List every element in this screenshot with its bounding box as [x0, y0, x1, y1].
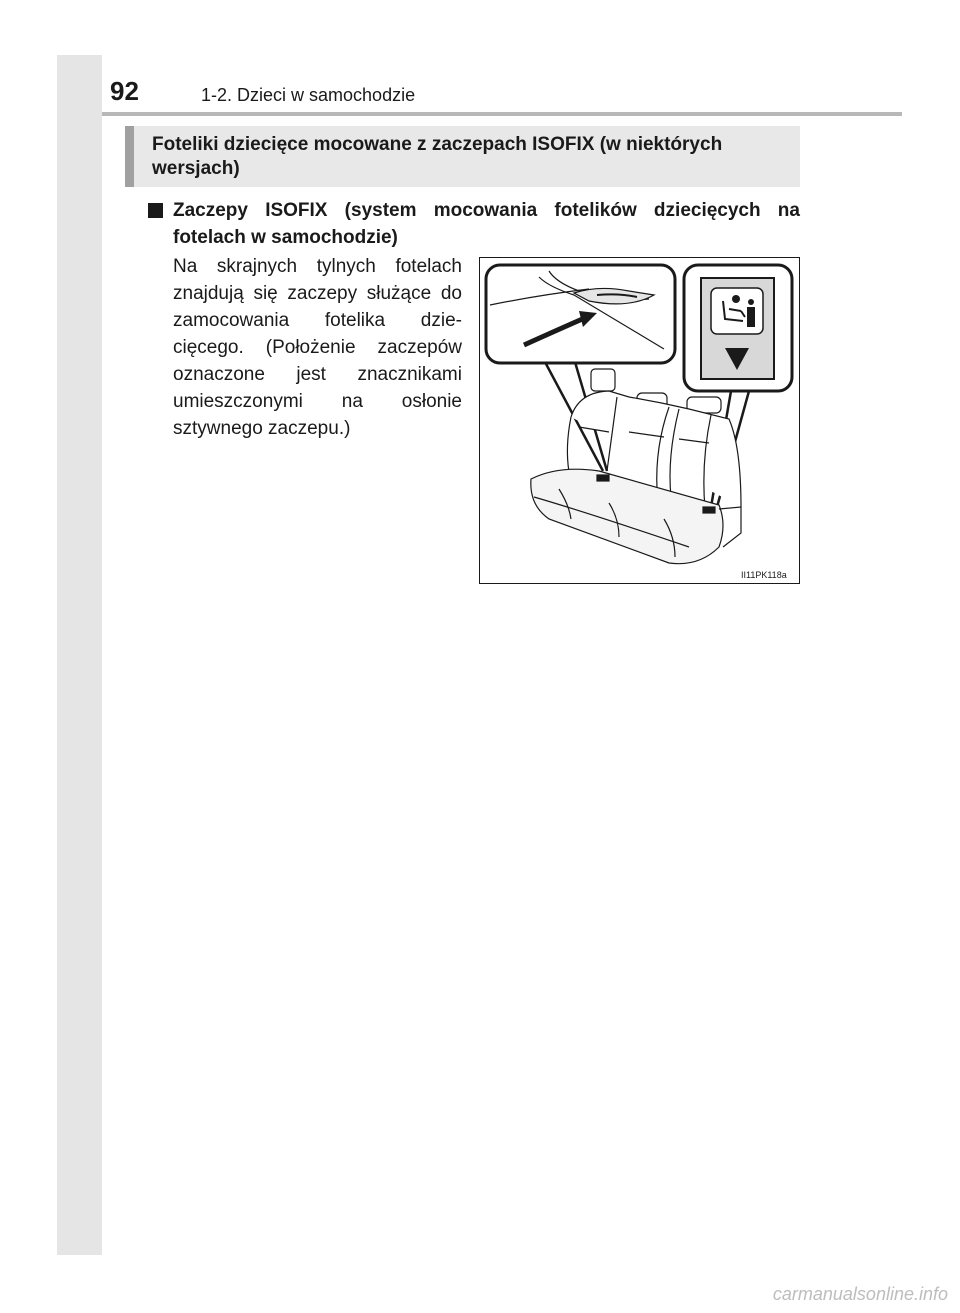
figure-code: II11PK118a — [741, 570, 787, 580]
watermark: carmanualsonline.info — [772, 1284, 948, 1304]
side-strip — [57, 55, 102, 1255]
anchor-detail-callout — [486, 265, 675, 363]
isofix-label-callout — [684, 265, 792, 391]
section-title: Foteliki dziecięce mocowane z zaczepach ISOFIX (w niektórych wersjach) — [152, 134, 723, 179]
section-title-box — [125, 126, 800, 187]
chapter-label: 1-2. Dzieci w samochodzie — [201, 85, 416, 105]
body-paragraph: Na skrajnych tylnych fotelach znajdują się zaczepy służące do zamocowania fotelika dzie-cięcego. (Położenie zaczepów oznaczone jest znacznikami umieszczonymi na osłonie sztywnego zaczepu.) — [173, 256, 462, 439]
bullet-square-icon — [148, 203, 163, 218]
isofix-figure — [479, 257, 800, 584]
page-number: 92 — [110, 76, 139, 106]
header-rule — [102, 112, 902, 116]
subsection-heading: Zaczepy ISOFIX (system mocowania fotelików dziecięcych na fotelach w samochodzie) — [173, 200, 800, 248]
isofix-illustration — [479, 257, 800, 584]
